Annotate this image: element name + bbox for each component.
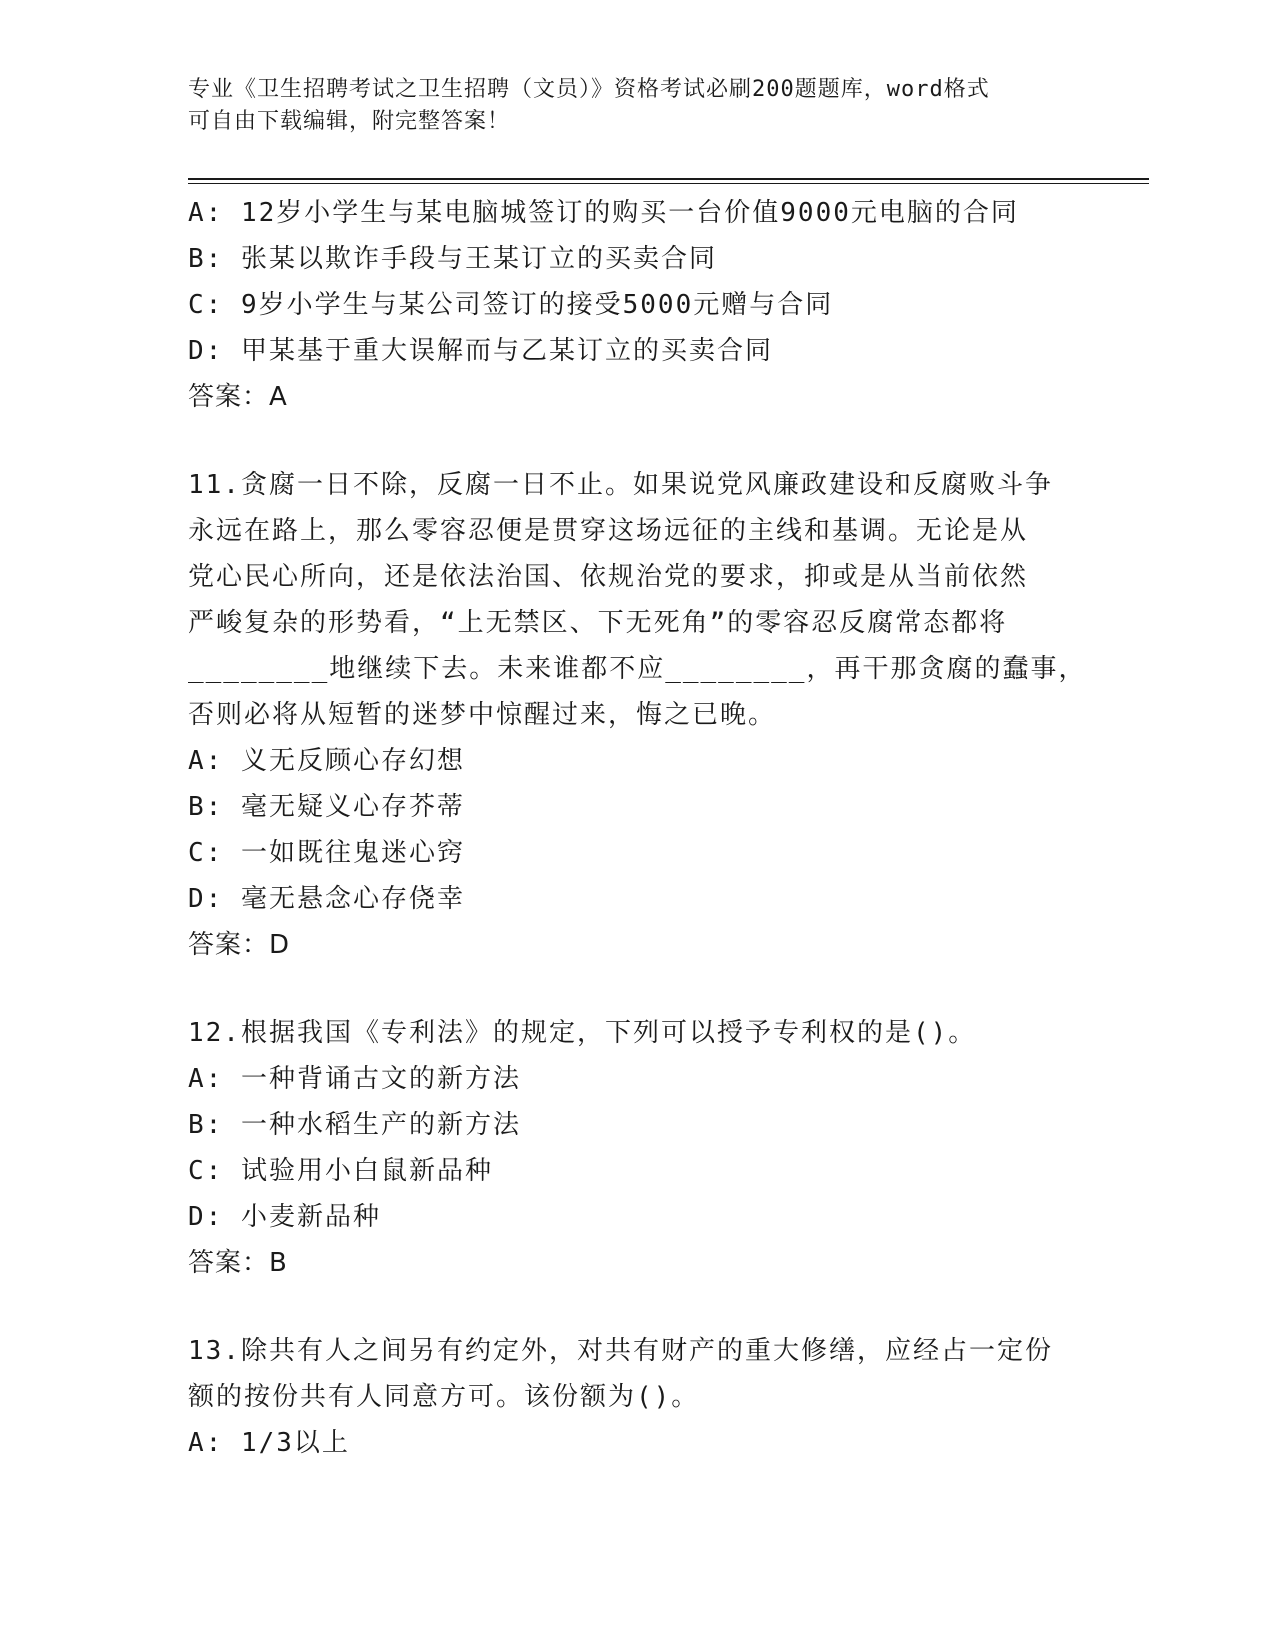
option-a: A: 一种背诵古文的新方法 — [188, 1064, 521, 1094]
question-11 — [188, 462, 1088, 968]
question-text-line: 额的按份共有人同意方可。该份额为()。 — [188, 1382, 700, 1412]
option-d: D: 小麦新品种 — [188, 1202, 381, 1232]
option-c: C: 试验用小白鼠新品种 — [188, 1156, 493, 1186]
option-a: A: 12岁小学生与某电脑城签订的购买一台价值9000元电脑的合同 — [188, 198, 1019, 228]
header-line-1: 专业《卫生招聘考试之卫生招聘（文员）》资格考试必刷200题题库，word格式 — [188, 77, 990, 102]
question-gap — [188, 968, 1088, 1010]
question-gap — [188, 1286, 1088, 1328]
question-gap — [188, 420, 1088, 462]
option-a: A: 义无反顾心存幻想 — [188, 746, 465, 776]
answer-line: 答案：B — [188, 1248, 288, 1278]
question-text-line: 党心民心所向，还是依法治国、依规治党的要求，抑或是从当前依然 — [188, 562, 1029, 592]
question-text-line: 否则必将从短暂的迷梦中惊醒过来，悔之已晚。 — [188, 700, 777, 730]
option-d: D: 毫无悬念心存侥幸 — [188, 884, 465, 914]
option-b: B: 一种水稻生产的新方法 — [188, 1110, 521, 1140]
header-rule-thin — [188, 183, 1149, 184]
option-b: B: 毫无疑义心存芥蒂 — [188, 792, 465, 822]
question-text-line: ________地继续下去。未来谁都不应________，再干那贪腐的蠢事， — [188, 654, 1087, 684]
question-text-line: 13.除共有人之间另有约定外，对共有财产的重大修缮，应经占一定份 — [188, 1336, 1053, 1366]
question-13 — [188, 1328, 1088, 1466]
option-c: C: 9岁小学生与某公司签订的接受5000元赠与合同 — [188, 290, 834, 320]
option-d: D: 甲某基于重大误解而与乙某订立的买卖合同 — [188, 336, 773, 366]
header-line-2: 可自由下载编辑，附完整答案！ — [188, 109, 511, 134]
option-c: C: 一如既往鬼迷心窍 — [188, 838, 465, 868]
question-10 — [188, 190, 1088, 420]
question-12 — [188, 1010, 1088, 1286]
answer-line: 答案：A — [188, 382, 288, 412]
question-text-line: 严峻复杂的形势看，“上无禁区、下无死角”的零容忍反腐常态都将 — [188, 608, 1008, 638]
header-rule-thick — [188, 178, 1149, 180]
question-text-line: 永远在路上，那么零容忍便是贯穿这场远征的主线和基调。无论是从 — [188, 516, 1029, 546]
answer-line: 答案：D — [188, 930, 291, 960]
option-a: A: 1/3以上 — [188, 1428, 350, 1458]
question-text-line: 11.贪腐一日不除，反腐一日不止。如果说党风廉政建设和反腐败斗争 — [188, 470, 1053, 500]
question-body — [188, 190, 1088, 1466]
question-text-line: 12.根据我国《专利法》的规定，下列可以授予专利权的是()。 — [188, 1018, 977, 1048]
option-b: B: 张某以欺诈手段与王某订立的买卖合同 — [188, 244, 717, 274]
document-header — [188, 74, 1088, 138]
